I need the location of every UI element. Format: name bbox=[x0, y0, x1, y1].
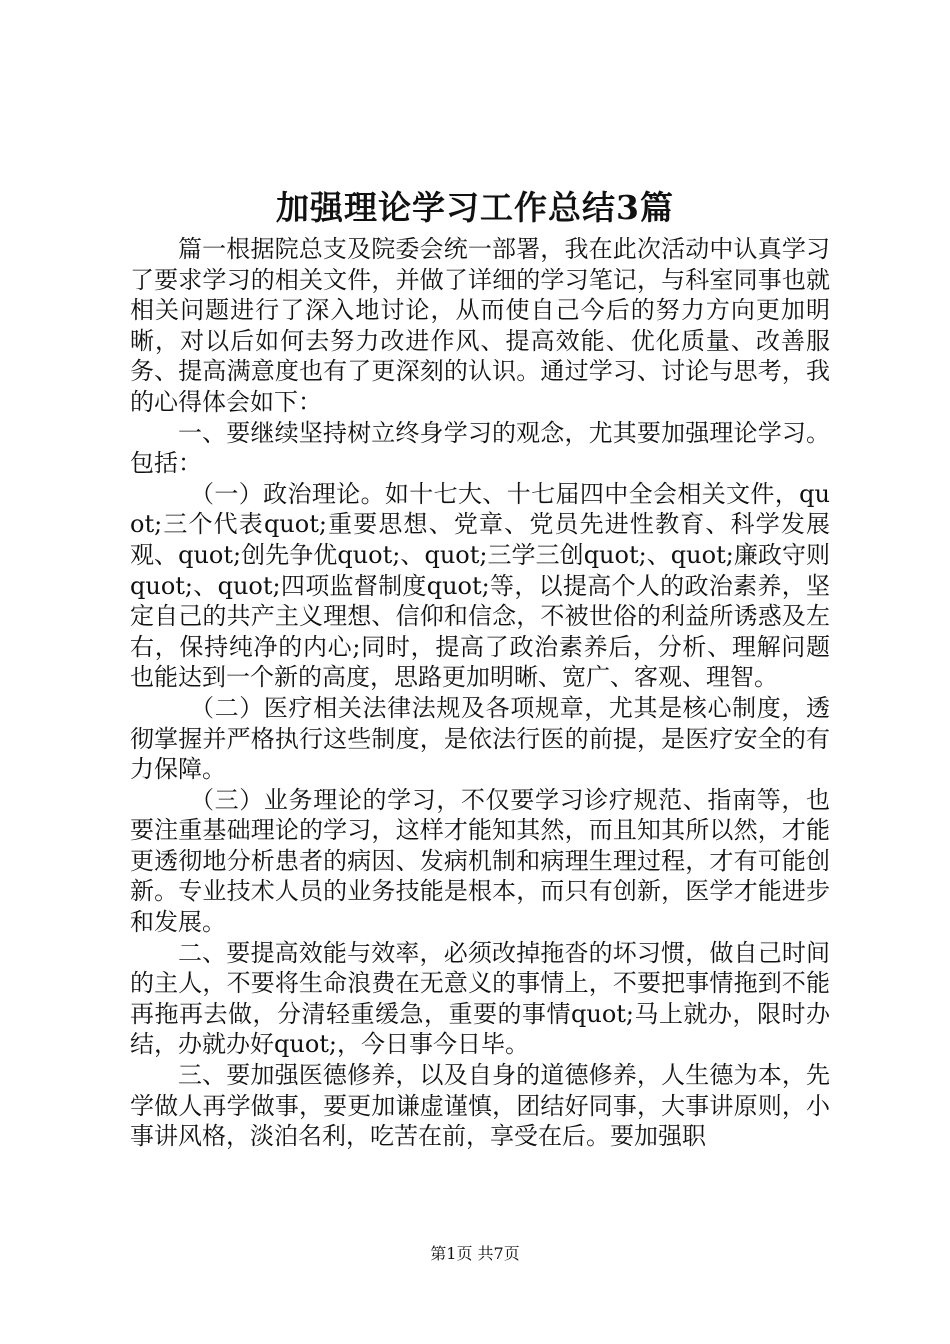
paragraph-regulations: （二）医疗相关法律法规及各项规章，尤其是核心制度，透彻掌握并严格执行这些制度，是依法行医的前提，是医疗安全的有力保障。 bbox=[130, 693, 830, 784]
paragraph-section-3: 三、要加强医德修养，以及自身的道德修养，人生德为本，先学做人再学做事，要更加谦虚谨慎，团结好同事，大事讲原则，小事讲风格，淡泊名利，吃苦在前，享受在后。要加强职 bbox=[130, 1061, 830, 1151]
paragraph-section-2: 二、要提高效能与效率，必须改掉拖沓的坏习惯，做自己时间的主人，不要将生命浪费在无意义的事情上，不要把事情拖到不能再拖再去做，分清轻重缓急，重要的事情quot;马上就办，限时办结，办就办好quot;，今日事今日毕。 bbox=[130, 938, 830, 1059]
paragraph-professional-theory: （三）业务理论的学习，不仅要学习诊疗规范、指南等，也要注重基础理论的学习，这样才能知其然，而且知其所以然，才能更透彻地分析患者的病因、发病机制和病理生理过程，才有可能创新。专业技术人员的业务技能是根本，而只有创新，医学才能进步和发展。 bbox=[130, 785, 830, 937]
document-title: 加强理论学习工作总结3篇 bbox=[276, 188, 674, 227]
paragraph-intro: 篇一根据院总支及院委会统一部署，我在此次活动中认真学习了要求学习的相关文件，并做了详细的学习笔记，与科室同事也就相关问题进行了深入地讨论，从而使自己今后的努力方向更加明晰，对以后如何去努力改进作风、提高效能、优化质量、改善服务、提高满意度也有了更深刻的认识。通过学习、讨论与思考，我的心得体会如下： bbox=[130, 235, 830, 416]
page-number: 第1页 共7页 bbox=[430, 1244, 520, 1263]
document-body bbox=[130, 234, 830, 1152]
paragraph-politics: （一）政治理论。如十七大、十七届四中全会相关文件，quot;三个代表quot;重要思想、党章、党员先进性教育、科学发展观、quot;创先争优quot;、quot;三学三创quot;、quot;廉政守则quot;、quot;四项监督制度quot;等，以提高个人的政治素养，坚定自己的共产主义理想、信仰和信念，不被世俗的利益所诱惑及左右，保持纯净的内心;同时，提高了政治素养后，分析、理解问题也能达到一个新的高度，思路更加明晰、宽广、客观、理智。 bbox=[130, 479, 830, 692]
paragraph-section-1: 一、要继续坚持树立终身学习的观念，尤其要加强理论学习。包括： bbox=[130, 418, 830, 478]
